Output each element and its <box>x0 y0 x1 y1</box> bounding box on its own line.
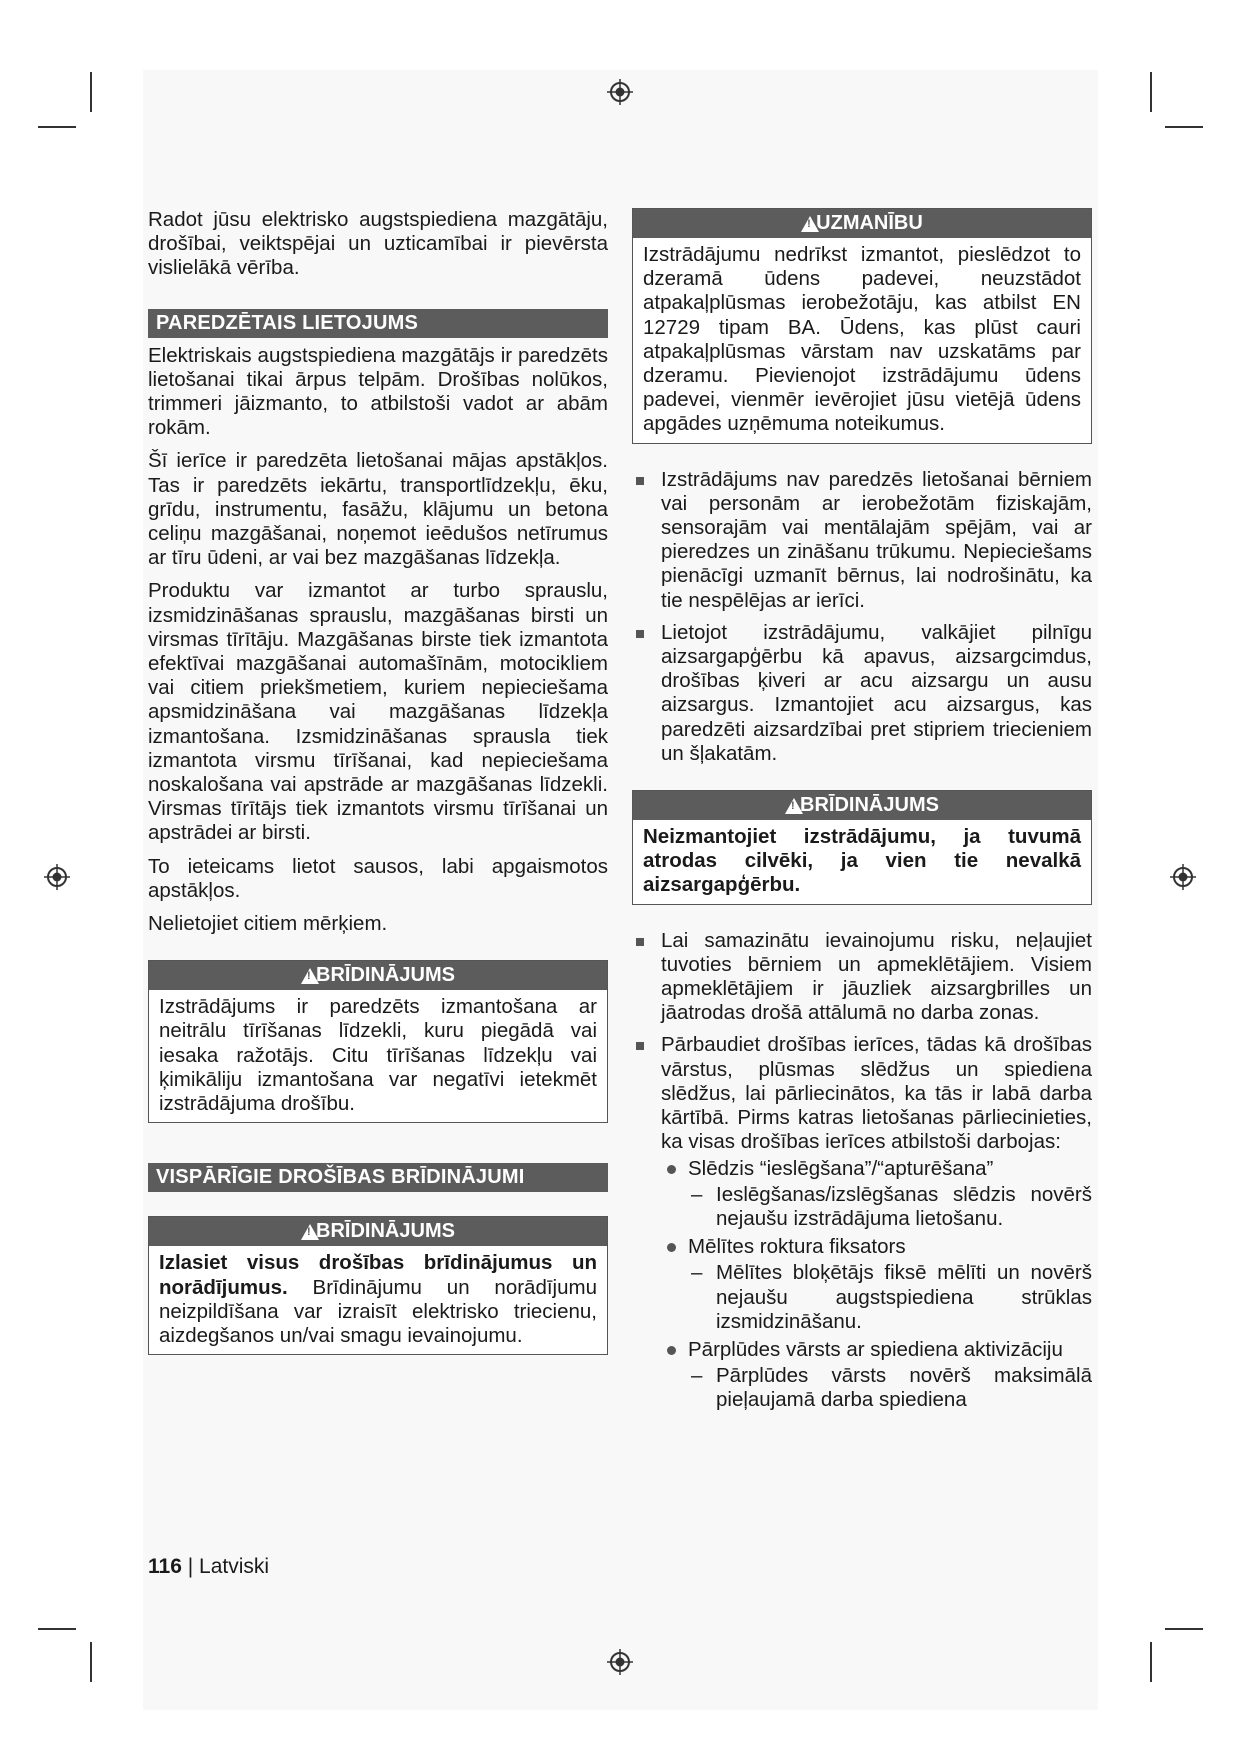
warning-box-header <box>149 961 607 990</box>
warning-box-header <box>633 791 1091 820</box>
intended-use-paragraph: Elektriskais augstspiediena mazgātājs ir paredzēts lietošanai tikai ārpus telpām. Drošības nolūkos, trimmeri jāizmanto, to atbilstoši vadot ar abām rokām. <box>148 343 608 440</box>
warning-box <box>632 790 1092 905</box>
list-item: – Pārplūdes vārsts novērš maksimālā pieļaujamā darba spiediena <box>691 1364 1092 1412</box>
dash-marker: – <box>691 1364 703 1388</box>
crop-mark <box>90 1642 92 1682</box>
warning-title: BRĪDINĀJUMS <box>800 794 939 817</box>
crop-mark <box>1165 126 1203 128</box>
list-item: Mēlītes roktura fiksators – Mēlītes bloķētājs fiksē mēlīti un novērš nejaušu augstspiediena strūklas izsmidzināšanu. <box>661 1235 1092 1334</box>
warning-box <box>148 960 608 1123</box>
list-item: Pārplūdes vārsts ar spiediena aktivizāciju – Pārplūdes vārsts novērš maksimālā pieļaujamā darba spiediena <box>661 1338 1092 1413</box>
safety-device-list <box>661 1157 1092 1413</box>
warning-title: BRĪDINĀJUMS <box>316 964 455 987</box>
crop-mark <box>38 126 76 128</box>
warning-triangle-icon <box>301 968 319 984</box>
sub-list <box>688 1183 1092 1231</box>
warning-box <box>148 1216 608 1355</box>
sub-list <box>688 1364 1092 1412</box>
safety-bullet-list <box>632 929 1092 1413</box>
page-number: 116 <box>148 1555 182 1578</box>
warning-bold-text: Izlasiet visus drošības brīdinājumus un norādījumus. <box>159 1251 597 1299</box>
list-item: – Mēlītes bloķētājs fiksē mēlīti un novērš nejaušu augstspiediena strūklas izsmidzināšanu. <box>691 1261 1092 1333</box>
bullet-dot-icon <box>667 1243 676 1252</box>
warning-text: Neizmantojiet izstrādājumu, ja tuvumā atrodas cilvēki, ja vien tie nevalkā aizsargapģērbu. <box>643 825 1081 897</box>
list-item: Pārbaudiet drošības ierīces, tādas kā drošības vārstus, plūsmas slēdžus un spiediena slēdžus, lai pārliecinātos, ka tās ir labā darba kārtībā. Pirms katras lietošanas pārliecinieties, ka visas drošības ierīces atbilstoši darbojas: Slēdzis “ieslēgšana”/“apturēšana” – Ieslēgšanas/izslēgšanas slēdzis novērš nejaušu izstrādājuma lietošanu. Mēlītes roktura fiksators – Mēlītes bloķētājs fiksē mēlīti un novērš nejaušu augstspiediena strūklas izsmidzināšanu. Pārplūdes vārsts ar spiediena aktivizāciju – Pārplūdes vārsts novērš maksimālā pieļaujamā darba spiediena <box>632 1033 1092 1412</box>
warning-title: BRĪDINĀJUMS <box>316 1220 455 1243</box>
intended-use-paragraph: To ieteicams lietot sausos, labi apgaismotos apstākļos. <box>148 854 608 902</box>
crop-mark <box>1150 72 1152 112</box>
bullet-dot-icon <box>667 1165 676 1174</box>
bullet-square-icon <box>636 477 644 485</box>
registration-mark-icon <box>1170 864 1196 890</box>
caution-text: Izstrādājumu nedrīkst izmantot, pieslēdzot to dzeramā ūdens padevei, neuzstādot atpakaļplūsmas ierobežotāju, kas atbilst EN 12729 tipam BA. Ūdens, kas plūst cauri atpakaļplūsmas vārstam nav uzskatāms par dzeramu. Pievienojot izstrādājumu ūdens padevei, vienmēr ievērojiet jūsu vietējā ūdens apgādes uzņēmuma noteikumus. <box>643 243 1081 436</box>
left-column <box>148 208 608 1369</box>
crop-mark <box>38 1628 76 1630</box>
caution-box <box>632 208 1092 444</box>
dash-marker: – <box>691 1182 703 1206</box>
list-item: Lai samazinātu ievainojumu risku, neļaujiet tuvoties bērniem un apmeklētājiem. Visiem apmeklētājiem ir jāuzliek aizsargbrilles un jāatrodas drošā attālumā no darba zonas. <box>632 929 1092 1026</box>
safety-bullet-list <box>632 468 1092 766</box>
warning-triangle-icon <box>785 798 803 814</box>
list-item: – Ieslēgšanas/izslēgšanas slēdzis novērš nejaušu izstrādājuma lietošanu. <box>691 1182 1092 1230</box>
list-item: Slēdzis “ieslēgšana”/“apturēšana” – Ieslēgšanas/izslēgšanas slēdzis novērš nejaušu izstrādājuma lietošanu. <box>661 1157 1092 1232</box>
crop-mark <box>1150 1642 1152 1682</box>
warning-triangle-icon <box>801 216 819 232</box>
footer-language: Latviski <box>199 1555 270 1578</box>
intro-paragraph: Radot jūsu elektrisko augstspiediena mazgātāju, drošībai, veiktspējai un uzticamībai ir pievērsta vislielākā vērība. <box>148 208 608 280</box>
bullet-dot-icon <box>667 1346 676 1355</box>
bullet-square-icon <box>636 938 644 946</box>
registration-mark-icon <box>607 79 633 105</box>
sub-list <box>688 1261 1092 1334</box>
intended-use-paragraph: Produktu var izmantot ar turbo sprauslu, izsmidzināšanas sprauslu, mazgāšanas birsti un virsmas tīrītāju. Mazgāšanas birste tiek izmantota efektīvai mazgāšanai automašīnām, motocikliem vai citiem priekšmetiem, kuriem nepieciešama apsmidzināšana vai mazgāšanas līdzekļa izmantošana. Izsmidzināšanas sprausla tiek izmantota virsmu tīrīšanai, kad nepieciešama noskalošana vai apstrāde ar mazgāšanas līdzekli. Virsmas tīrītājs tiek izmantots virsmu tīrīšanai un apstrādei ar birsti. <box>148 579 608 845</box>
section-heading-intended-use: PAREDZĒTAIS LIETOJUMS <box>148 309 608 338</box>
warning-body <box>149 1246 607 1354</box>
warning-box-header <box>149 1217 607 1246</box>
intended-use-paragraph: Šī ierīce ir paredzēta lietošanai mājas apstākļos. Tas ir paredzēts iekārtu, transportlīdzekļu, ēku, grīdu, instrumentu, fasāžu, klājumu un betona celiņu mazgāšanai, noņemot ieēdušos netīrumus ar tīru ūdeni, ar vai bez mazgāšanas līdzekļa. <box>148 449 608 570</box>
warning-text: Izstrādājums ir paredzēts izmantošana ar neitrālu tīrīšanas līdzekli, kuru piegādā vai iesaka ražotājs. Citu tīrīšanas līdzekļu vai ķimikāliju izmantošana var negatīvi ietekmēt izstrādājuma drošību. <box>159 995 597 1116</box>
warning-text: Brīdinājumu un norādījumu neizpildīšana var izraisīt elektrisko triecienu, aizdegšanos un/vai smagu ievainojumu. <box>159 1275 597 1347</box>
dash-marker: – <box>691 1261 703 1285</box>
list-item: Izstrādājums nav paredzēs lietošanai bērniem vai personām ar ierobežotām fiziskajām, sensorajām vai mentālajām spējām, vai ar pieredzes un zināšanu trūkumu. Nepieciešams pienācīgi uzmanīt bērnus, lai nodrošinātu, ka tie nespēlējas ar ierīci. <box>632 468 1092 613</box>
bullet-square-icon <box>636 1042 644 1050</box>
list-item: Lietojot izstrādājumu, valkājiet pilnīgu aizsargapģērbu kā apavus, aizsargcimdus, drošības ķiveri ar acu aizsargu un ausu aizsargus. Izmantojiet acu aizsargus, kas paredzēti aizsardzībai pret stipriem triecieniem un šļakatām. <box>632 621 1092 766</box>
registration-mark-icon <box>44 864 70 890</box>
page-footer <box>148 1555 269 1579</box>
bullet-square-icon <box>636 630 644 638</box>
warning-triangle-icon <box>301 1224 319 1240</box>
caution-title: UZMANĪBU <box>816 212 923 234</box>
registration-mark-icon <box>607 1649 633 1675</box>
right-column <box>632 208 1092 1421</box>
crop-mark <box>1165 1628 1203 1630</box>
footer-separator: | <box>181 1555 200 1578</box>
section-heading-general-safety: VISPĀRĪGIE DROŠĪBAS BRĪDINĀJUMI <box>148 1163 608 1192</box>
crop-mark <box>90 72 92 112</box>
intended-use-paragraph: Nelietojiet citiem mērķiem. <box>148 912 388 936</box>
caution-box-header <box>633 209 1091 238</box>
